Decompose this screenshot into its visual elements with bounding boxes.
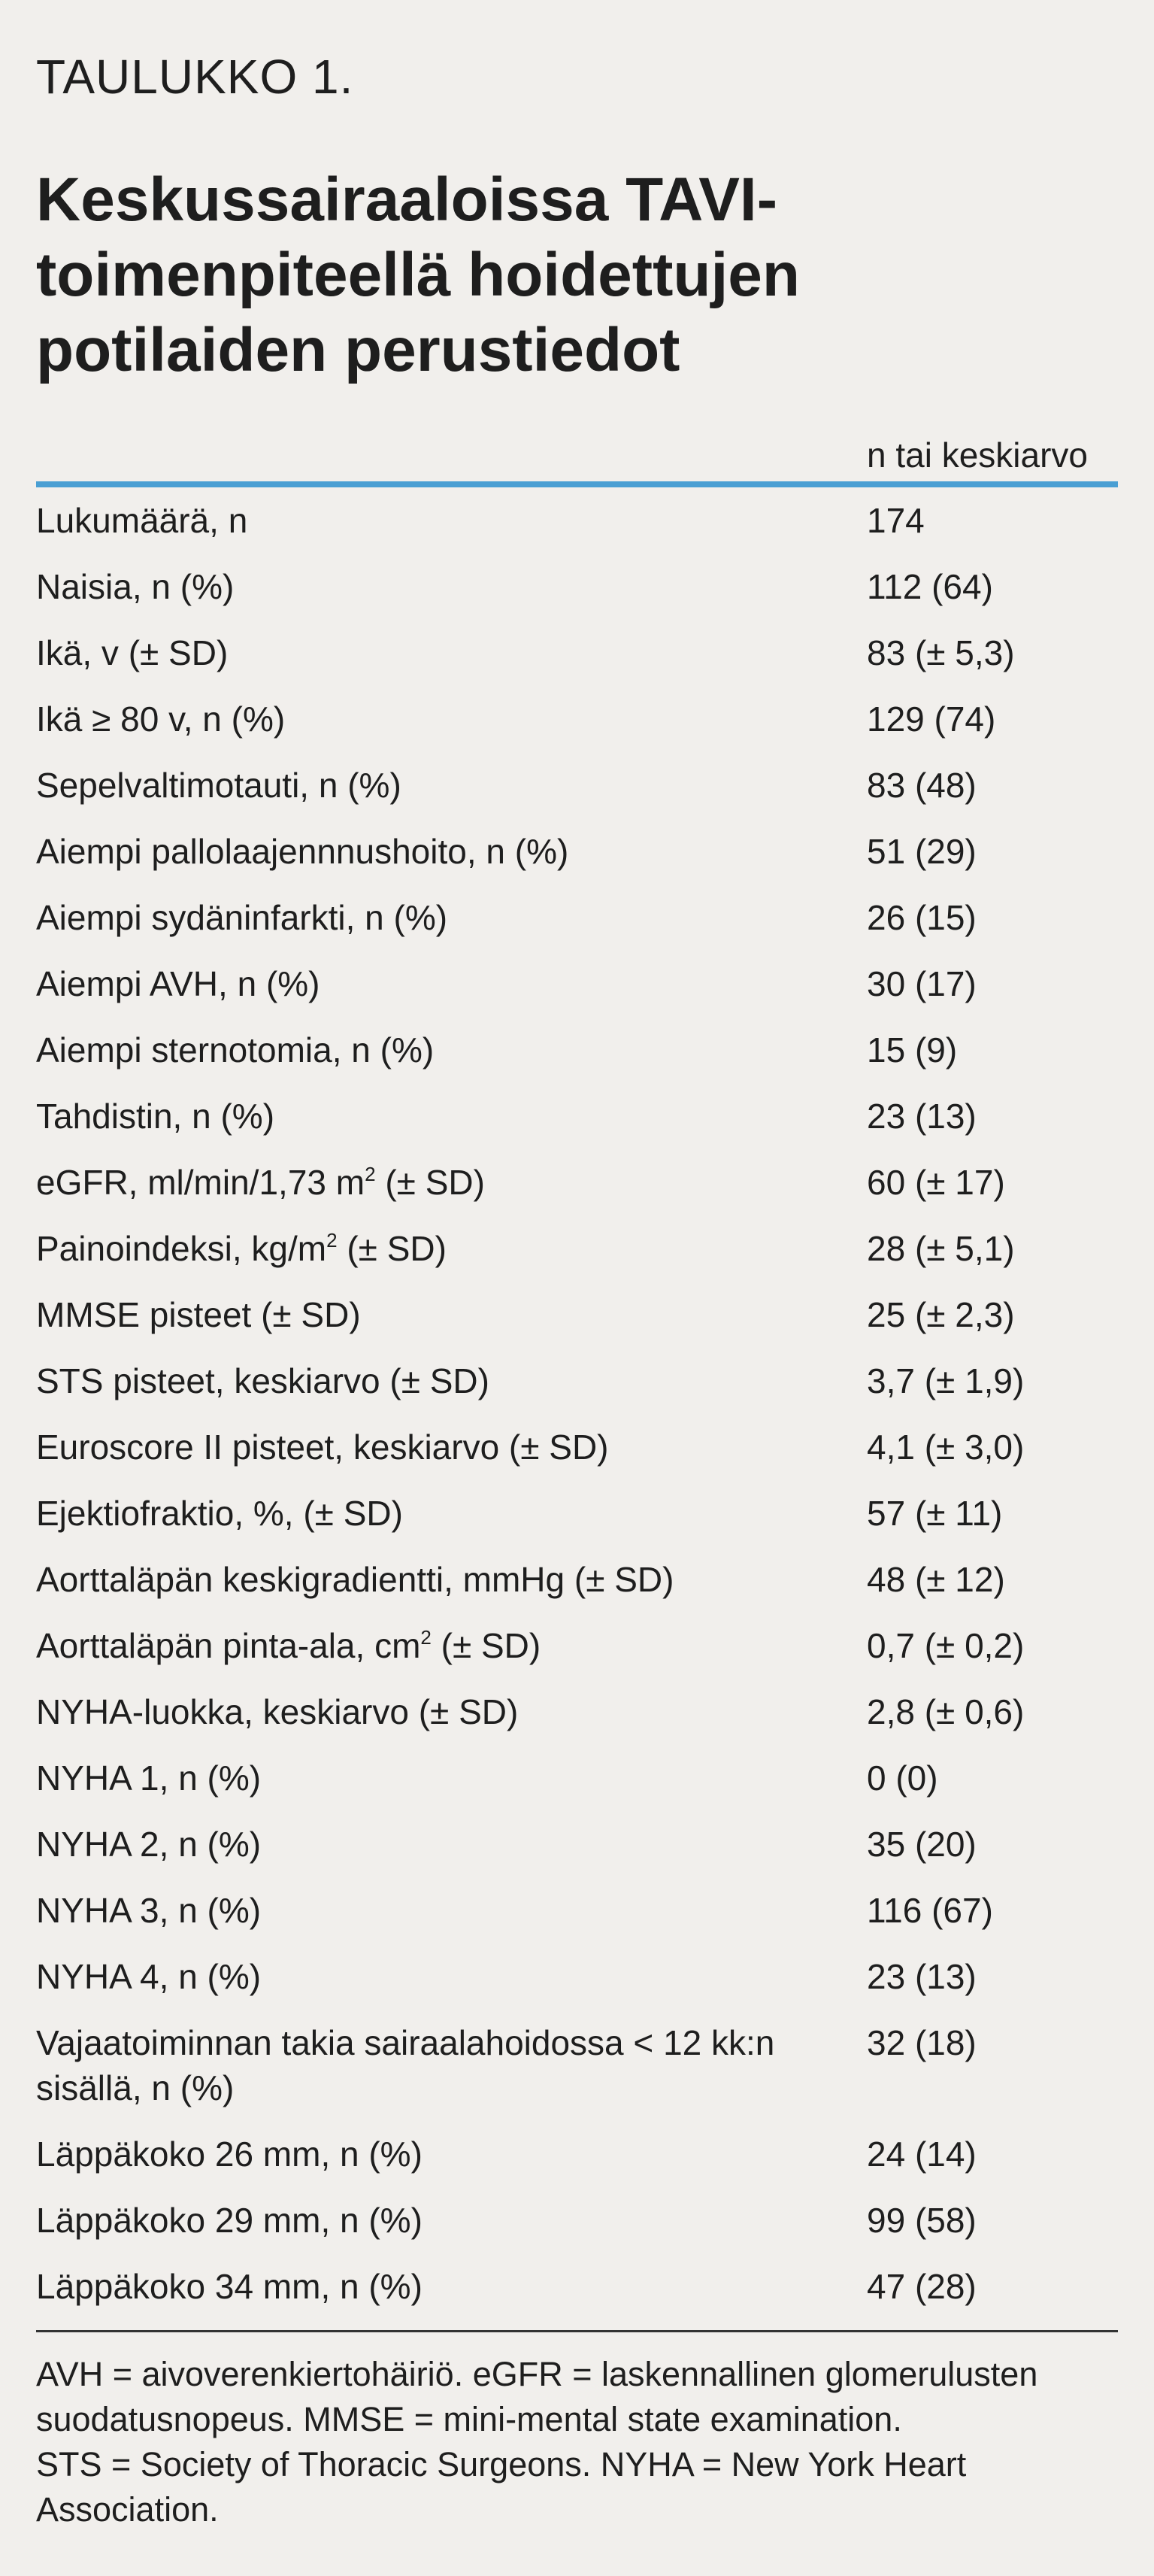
table-row bbox=[36, 1348, 1118, 1414]
table-row bbox=[36, 1017, 1118, 1083]
row-value: 60 (± 17) bbox=[867, 1163, 1005, 1202]
row-label: Lukumäärä, n bbox=[36, 501, 248, 540]
row-label-suffix: (± SD) bbox=[337, 1229, 447, 1268]
row-label bbox=[36, 1623, 867, 1668]
row-label-superscript: 2 bbox=[365, 1163, 376, 1185]
row-value: 32 (18) bbox=[867, 2023, 977, 2062]
row-label: MMSE pisteet (± SD) bbox=[36, 1295, 361, 1334]
table-row bbox=[36, 1215, 1118, 1282]
row-label: NYHA-luokka, keskiarvo (± SD) bbox=[36, 1692, 519, 1731]
row-label: Aiempi pallolaajennnushoito, n (%) bbox=[36, 832, 569, 871]
footnote-line: STS = Society of Thoracic Surgeons. NYHA = New York Heart Association. bbox=[36, 2445, 967, 2529]
row-value: 30 (17) bbox=[867, 964, 977, 1003]
row-value: 2,8 (± 0,6) bbox=[867, 1692, 1025, 1731]
table-row bbox=[36, 1745, 1118, 1811]
table-row bbox=[36, 1083, 1118, 1149]
column-header-value: n tai keskiarvo bbox=[867, 435, 1089, 475]
row-value: 23 (13) bbox=[867, 1957, 977, 1996]
table-row bbox=[36, 2187, 1118, 2253]
table-row bbox=[36, 1613, 1118, 1679]
row-value: 116 (67) bbox=[867, 1891, 993, 1930]
table-row bbox=[36, 1546, 1118, 1613]
row-value: 83 (± 5,3) bbox=[867, 633, 1015, 672]
row-value: 35 (20) bbox=[867, 1825, 977, 1864]
footer-rule bbox=[36, 2330, 1118, 2332]
row-value: 3,7 (± 1,9) bbox=[867, 1361, 1025, 1400]
row-label: Läppäkoko 34 mm, n (%) bbox=[36, 2267, 423, 2306]
table-row bbox=[36, 1480, 1118, 1546]
row-label: STS pisteet, keskiarvo (± SD) bbox=[36, 1361, 489, 1400]
row-label-text: Painoindeksi, kg/m bbox=[36, 1229, 327, 1268]
row-label-suffix: (± SD) bbox=[375, 1163, 485, 1202]
table-row bbox=[36, 818, 1118, 884]
row-value: 129 (74) bbox=[867, 699, 996, 739]
row-label: Euroscore II pisteet, keskiarvo (± SD) bbox=[36, 1428, 609, 1467]
row-value: 28 (± 5,1) bbox=[867, 1229, 1015, 1268]
table-footnote bbox=[36, 2352, 1104, 2532]
row-label: NYHA 1, n (%) bbox=[36, 1758, 262, 1798]
row-value: 24 (14) bbox=[867, 2135, 977, 2174]
table-body bbox=[36, 487, 1118, 2320]
row-label: Ikä, v (± SD) bbox=[36, 633, 229, 672]
row-label-text: Aorttaläpän pinta-ala, cm bbox=[36, 1626, 421, 1665]
table-row bbox=[36, 1679, 1118, 1745]
row-value: 47 (28) bbox=[867, 2267, 977, 2306]
row-label: Naisia, n (%) bbox=[36, 567, 235, 606]
table-row bbox=[36, 1811, 1118, 1877]
row-value: 0,7 (± 0,2) bbox=[867, 1626, 1025, 1665]
table-row bbox=[36, 752, 1118, 818]
table-row bbox=[36, 884, 1118, 951]
table-row bbox=[36, 2121, 1118, 2187]
row-label: Aiempi sternotomia, n (%) bbox=[36, 1030, 435, 1070]
header-rule bbox=[36, 481, 1118, 487]
row-value: 57 (± 11) bbox=[867, 1494, 1003, 1533]
row-label: Läppäkoko 29 mm, n (%) bbox=[36, 2201, 423, 2240]
row-label: Aiempi AVH, n (%) bbox=[36, 964, 320, 1003]
table-row bbox=[36, 951, 1118, 1017]
table-row bbox=[36, 2010, 1118, 2121]
table-label: TAULUKKO 1. bbox=[36, 50, 354, 104]
table-row bbox=[36, 2253, 1118, 2320]
row-value: 26 (15) bbox=[867, 898, 977, 937]
row-label bbox=[36, 1160, 867, 1205]
row-value: 112 (64) bbox=[867, 567, 993, 606]
table-row bbox=[36, 554, 1118, 620]
table-row bbox=[36, 1943, 1118, 2010]
row-label-text: eGFR, ml/min/1,73 m bbox=[36, 1163, 365, 1202]
row-value: 83 (48) bbox=[867, 766, 977, 805]
row-value: 51 (29) bbox=[867, 832, 977, 871]
row-label: NYHA 3, n (%) bbox=[36, 1891, 262, 1930]
row-label: Ejektiofraktio, %, (± SD) bbox=[36, 1494, 403, 1533]
row-label-suffix: (± SD) bbox=[431, 1626, 541, 1665]
row-value: 4,1 (± 3,0) bbox=[867, 1428, 1025, 1467]
row-value: 15 (9) bbox=[867, 1030, 958, 1070]
row-label: Läppäkoko 26 mm, n (%) bbox=[36, 2135, 423, 2174]
row-value: 0 (0) bbox=[867, 1758, 938, 1798]
table-title: Keskussairaaloissa TAVI-toimenpiteellä hoidettujen potilaiden perustiedot bbox=[36, 165, 800, 384]
table-row bbox=[36, 1414, 1118, 1480]
row-label-superscript: 2 bbox=[420, 1626, 432, 1649]
row-label: Sepelvaltimotauti, n (%) bbox=[36, 766, 401, 805]
row-label: Aiempi sydäninfarkti, n (%) bbox=[36, 898, 448, 937]
footnote-line: AVH = aivoverenkiertohäiriö. eGFR = laskennallinen glomerulusten suodatusnopeus. MMSE = mini-mental state examination. bbox=[36, 2355, 1038, 2438]
row-label: Tahdistin, n (%) bbox=[36, 1097, 275, 1136]
row-label: Ikä ≥ 80 v, n (%) bbox=[36, 699, 286, 739]
table-row bbox=[36, 1877, 1118, 1943]
table-row bbox=[36, 487, 1118, 554]
row-value: 174 bbox=[867, 501, 925, 540]
row-value: 25 (± 2,3) bbox=[867, 1295, 1015, 1334]
row-value: 48 (± 12) bbox=[867, 1560, 1005, 1599]
table-row bbox=[36, 1149, 1118, 1215]
row-value: 99 (58) bbox=[867, 2201, 977, 2240]
row-label bbox=[36, 1226, 867, 1271]
row-label: Aorttaläpän keskigradientti, mmHg (± SD) bbox=[36, 1560, 674, 1599]
table-row bbox=[36, 1282, 1118, 1348]
table-row bbox=[36, 620, 1118, 686]
row-label-superscript: 2 bbox=[326, 1229, 338, 1252]
row-label: Vajaatoiminnan takia sairaalahoidossa < 12 kk:n sisällä, n (%) bbox=[36, 2023, 775, 2107]
row-label: NYHA 4, n (%) bbox=[36, 1957, 262, 1996]
table-row bbox=[36, 686, 1118, 752]
row-label: NYHA 2, n (%) bbox=[36, 1825, 262, 1864]
row-value: 23 (13) bbox=[867, 1097, 977, 1136]
